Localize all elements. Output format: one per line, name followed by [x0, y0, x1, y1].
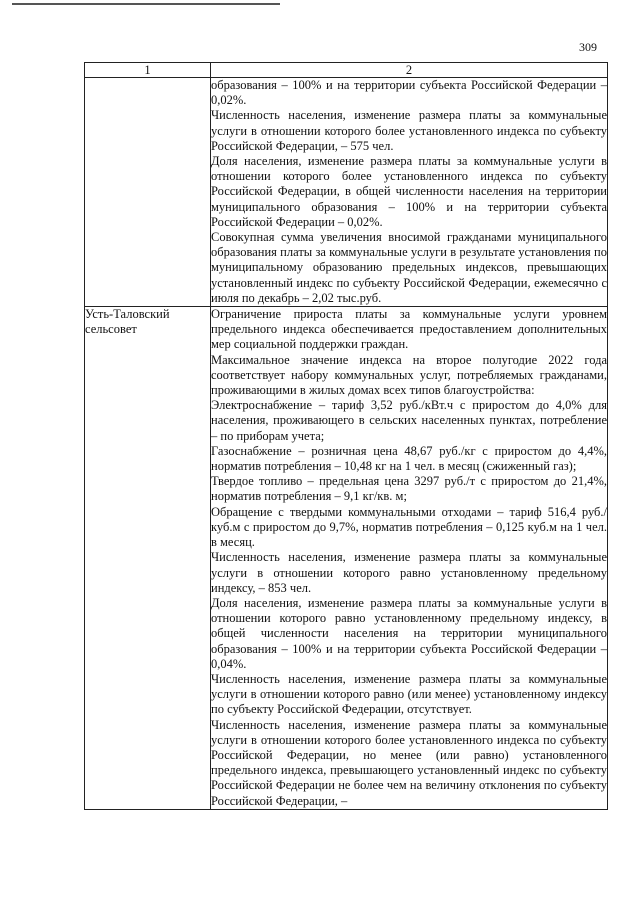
paragraph: Доля населения, изменение размера платы за коммунальные услуги в отношении которого более установленного индекса по субъекту Российской Федерации, в общей численности населения на территории муниципального образования – 100% и на территории субъекта Российской Федерации – 0,02%.	[211, 154, 607, 229]
paragraph: Электроснабжение – тариф 3,52 руб./кВт.ч с приростом до 4,0% для населения, проживающего в сельских населенных пунктах, потребление – по приборам учета;	[211, 398, 607, 443]
description-cell	[211, 307, 608, 810]
paragraph: Численность населения, изменение размера платы за коммунальные услуги в отношении которого равно (или менее) установленному индексу по субъекту Российской Федерации, отсутствует.	[211, 671, 607, 717]
paragraph: Доля населения, изменение размера платы за коммунальные услуги в отношении которого равно установленному предельному индексу, в общей численности населения на территории муниципального образования – 100% и на территории субъекта Российской Федерации – 0,04%.	[211, 595, 607, 671]
paragraph: Твердое топливо – предельная цена 3297 руб./т с приростом до 21,4%, норматив потребления – 9,1 кг/кв. м;	[211, 474, 607, 504]
municipality-cell: Усть-Таловский сельсовет	[85, 307, 211, 810]
page-number: 309	[579, 40, 597, 54]
paragraph: Обращение с твердыми коммунальными отходами – тариф 516,4 руб./куб.м с приростом до 9,7%, норматив потребления – 0,125 куб.м на 1 чел. в месяц.	[211, 504, 607, 550]
municipality-cell	[85, 78, 211, 307]
paragraph: Совокупная сумма увеличения вносимой гражданами муниципального образования платы за коммунальные услуги в результате установления по муниципальному образованию предельных индексов, превышающих установленный индекс по субъекту Российской Федерации, ежемесячно с июля по декабрь – 2,02 тыс.руб.	[211, 230, 607, 305]
paragraph: Численность населения, изменение размера платы за коммунальные услуги в отношении которого более установленного индекса по субъекту Российской Федерации, но менее (или равно) установленного предельного индекса, превышающего установленный индекс по субъекту Российской Федерации не более чем на величину отклонения по субъекту Российской Федерации, –	[211, 717, 607, 808]
column-header-1: 1	[85, 63, 211, 78]
paragraph: Ограничение прироста платы за коммунальные услуги уровнем предельного индекса обеспечивается предоставлением дополнительных мер социальной поддержки граждан.	[211, 307, 607, 352]
paragraph: Газоснабжение – розничная цена 48,67 руб./кг с приростом до 4,4%, норматив потребления – 10,48 кг на 1 чел. в месяц (сжиженный газ);	[211, 443, 607, 474]
paragraph: Максимальное значение индекса на второе полугодие 2022 года соответствует набору коммунальных услуг, потребляемых гражданами, проживающими в жилых домах всех типов благоустройства:	[211, 352, 607, 398]
table-header-row	[85, 63, 608, 78]
paragraph: образования – 100% и на территории субъекта Российской Федерации – 0,02%.	[211, 78, 607, 108]
description-cell	[211, 78, 608, 307]
column-header-2: 2	[211, 63, 608, 78]
paragraph: Численность населения, изменение размера платы за коммунальные услуги в отношении которого равно установленному предельному индексу, – 853 чел.	[211, 550, 607, 595]
table-row	[85, 78, 608, 307]
paragraph: Численность населения, изменение размера платы за коммунальные услуги в отношении которого более установленного индекса по субъекту Российской Федерации, – 575 чел.	[211, 108, 607, 153]
top-rule	[12, 3, 280, 5]
table-row	[85, 307, 608, 810]
data-table	[84, 62, 608, 810]
